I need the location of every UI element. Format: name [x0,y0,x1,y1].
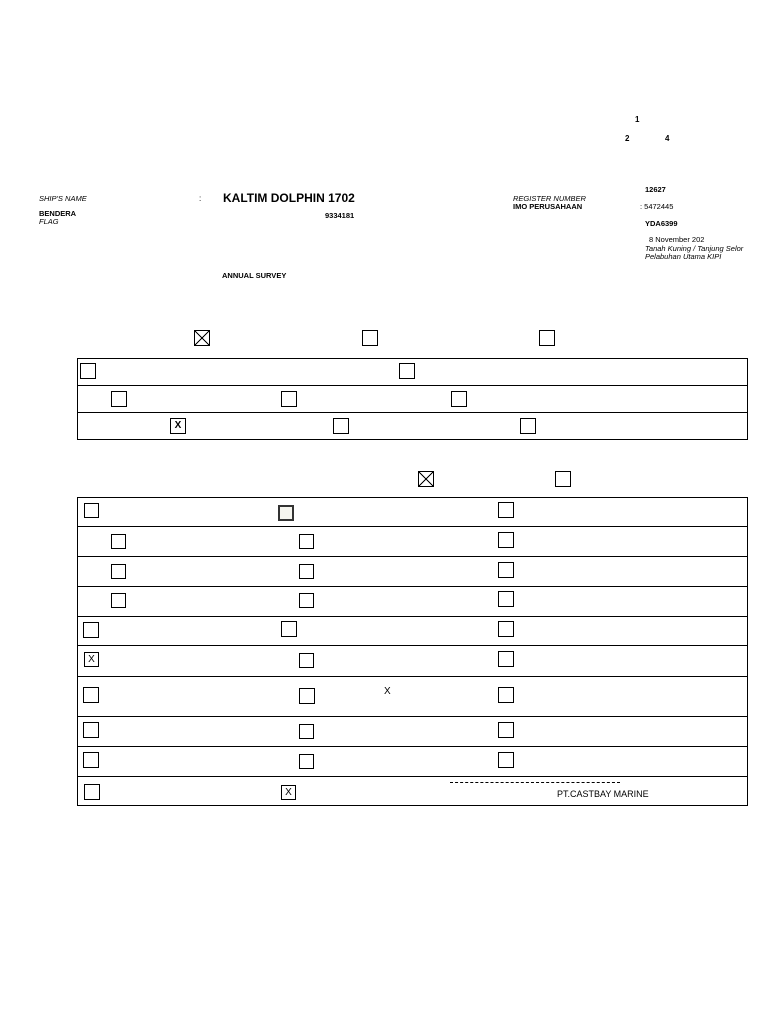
section-2-row-3-checkbox-2[interactable] [299,564,314,579]
section-2-row-3-checkbox-1[interactable] [111,564,126,579]
section-2-row-1-checkbox-2[interactable] [278,505,294,521]
section-2-row-2-checkbox-2[interactable] [299,534,314,549]
section-2-row-8-checkbox-3[interactable] [498,722,514,738]
page-number-right: 4 [665,134,670,143]
section-2-row-3-checkbox-3[interactable] [498,562,514,578]
section-2-row-divider-1 [77,526,748,527]
place-line-1: Tanah Kuning / Tanjung Selor [645,244,744,253]
section-2-row-4-checkbox-2[interactable] [299,593,314,608]
imo-number-value: 9334181 [325,211,355,220]
date-value: 8 November 202 [649,235,705,244]
section-1-row-3-checkbox-2[interactable] [333,418,349,434]
section-2-row-9-checkbox-3[interactable] [498,752,514,768]
section-2-row-7-checkbox-2[interactable] [299,688,315,704]
section-2-row-divider-5 [77,645,748,646]
section-2-option-checkbox-2[interactable] [555,471,571,487]
section-1-row-2-checkbox-1[interactable] [111,391,127,407]
section-1-row-2-checkbox-3[interactable] [451,391,467,407]
section-1-row-3-checkbox-1-checked[interactable]: X [170,418,186,434]
section-1-row-divider-2 [77,412,748,413]
section-2-row-5-checkbox-3[interactable] [498,621,514,637]
survey-type: ANNUAL SURVEY [222,271,287,280]
section-2-row-6-checkbox-3[interactable] [498,651,514,667]
section-2-row-8-checkbox-2[interactable] [299,724,314,739]
section-1-row-1-checkbox-1[interactable] [80,363,96,379]
ships-name-label: SHIP'S NAME [39,194,87,203]
section-2-row-7-x-mark: X [384,686,391,697]
section-2-row-divider-8 [77,746,748,747]
page-number-left: 2 [625,134,630,143]
section-2-row-9-checkbox-2[interactable] [299,754,314,769]
section-2-row-5-checkbox-2[interactable] [281,621,297,637]
register-number-label: REGISTER NUMBER [513,194,586,203]
section-2-row-2-checkbox-1[interactable] [111,534,126,549]
call-sign-value: YDA6399 [645,219,678,228]
ships-name-value: KALTIM DOLPHIN 1702 [223,191,355,205]
register-number-value: 12627 [645,185,666,194]
bendera-label: BENDERA [39,209,77,218]
survey-checkbox-1-checked[interactable] [194,330,210,346]
section-1-row-3-checkbox-3[interactable] [520,418,536,434]
section-2-row-7-checkbox-1[interactable] [83,687,99,703]
section-2-row-divider-9 [77,776,748,777]
section-2-row-4-checkbox-3[interactable] [498,591,514,607]
section-2-row-divider-6 [77,676,748,677]
survey-checkbox-2[interactable] [362,330,378,346]
place-line-2: Pelabuhan Utama KIPI [645,252,722,261]
section-2-row-10-checkbox-2-checked[interactable]: X [281,785,296,800]
section-2-row-5-checkbox-1[interactable] [83,622,99,638]
section-2-row-2-checkbox-3[interactable] [498,532,514,548]
section-1-row-divider-1 [77,385,748,386]
flag-label: FLAG [39,217,59,226]
section-2-row-1-checkbox-3[interactable] [498,502,514,518]
signature-line [450,782,620,783]
section-2-table [77,497,748,806]
survey-checkbox-3[interactable] [539,330,555,346]
section-2-row-divider-4 [77,616,748,617]
section-2-option-checkbox-1-checked[interactable] [418,471,434,487]
page-number-top: 1 [635,115,640,124]
section-2-row-1-checkbox-1[interactable] [84,503,99,518]
section-2-row-divider-7 [77,716,748,717]
ships-name-colon: : [199,194,202,203]
section-2-row-10-checkbox-1[interactable] [84,784,100,800]
section-2-row-6-checkbox-1-checked[interactable]: X [84,652,99,667]
imo-perusahaan-label: IMO PERUSAHAAN [513,202,583,211]
section-2-row-divider-3 [77,586,748,587]
section-1-row-2-checkbox-2[interactable] [281,391,297,407]
section-2-row-8-checkbox-1[interactable] [83,722,99,738]
imo-perusahaan-value: : 5472445 [640,202,674,211]
section-2-row-6-checkbox-2[interactable] [299,653,314,668]
section-2-row-divider-2 [77,556,748,557]
section-2-row-4-checkbox-1[interactable] [111,593,126,608]
section-2-row-9-checkbox-1[interactable] [83,752,99,768]
section-1-row-1-checkbox-2[interactable] [399,363,415,379]
signature-company: PT.CASTBAY MARINE [557,789,649,799]
section-2-row-7-checkbox-3[interactable] [498,687,514,703]
